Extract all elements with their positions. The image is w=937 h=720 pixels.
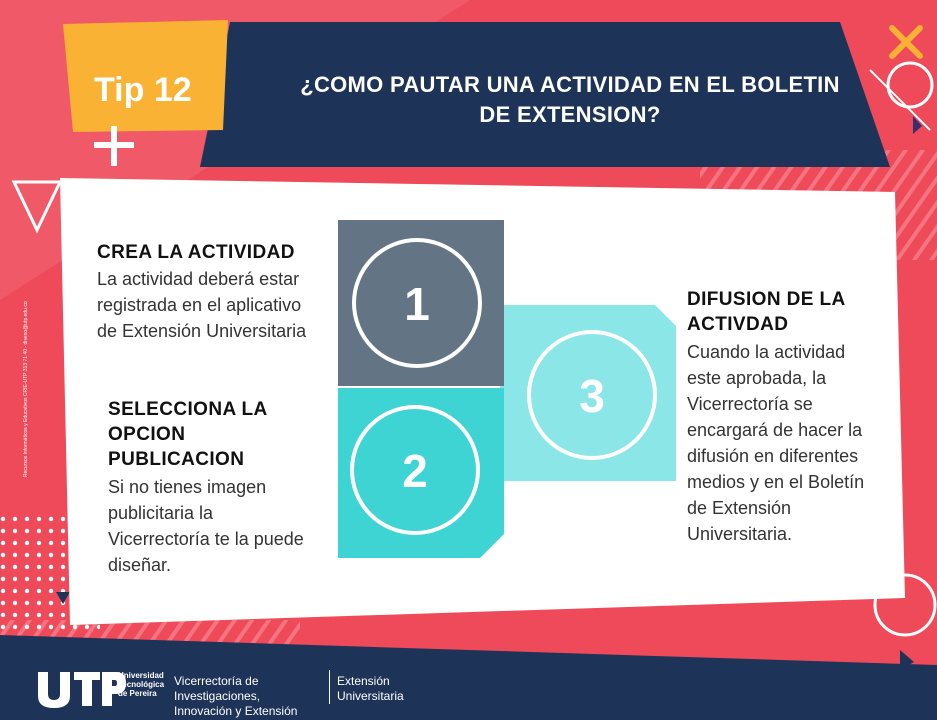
extension-line: Extensión [337, 674, 390, 688]
title-line-1: ¿COMO PAUTAR UNA ACTIVIDAD EN EL BOLETIN [300, 72, 840, 97]
step-3-body [687, 339, 887, 547]
step-1-body-line: de Extensión Universitaria [97, 321, 307, 341]
step-3-heading [687, 287, 887, 337]
university-name-line: de Pereira [118, 689, 157, 698]
step-1-body-line: La actividad deberá estar [97, 269, 300, 289]
utp-logo [36, 670, 126, 708]
step-2-number: 2 [402, 445, 428, 497]
step-3-body-line: Vicerrectoría se [687, 394, 813, 414]
step-3-heading-line: DIFUSION DE LA [687, 289, 846, 310]
step-3-body-line: encargará de hacer la [687, 420, 863, 440]
step-3-body-line: este aprobada, la [687, 368, 827, 388]
step-2-body [108, 474, 333, 578]
vicerrectoria-line: Vicerrectoría de Investigaciones, [174, 674, 261, 703]
step-1-heading: CREA LA ACTIVIDAD [97, 242, 295, 263]
step-1-body [97, 266, 337, 344]
university-name-line: Tecnológica [118, 680, 165, 689]
university-name [118, 671, 178, 698]
step-2-body-line: publicitaria la [108, 503, 214, 523]
extension-label [337, 674, 417, 704]
step-2-body-line: Vicerrectoría te la puede [108, 529, 304, 549]
university-name-line: Universidad [118, 671, 164, 680]
step-3-body-line: de Extensión [687, 498, 792, 518]
step-3-body-line: Universitaria. [687, 524, 793, 544]
step-2-heading-line: OPCION [108, 424, 186, 445]
step-2-body-line: diseñar. [108, 555, 172, 575]
footer-divider [329, 670, 330, 704]
extension-line: Universitaria [337, 689, 404, 703]
step-2-heading [108, 397, 328, 472]
step-3-body-line: Cuando la actividad [687, 342, 846, 362]
step-2-body-line: Si no tienes imagen [108, 477, 267, 497]
step-2-heading-line: SELECCIONA LA [108, 399, 268, 420]
tip-label: Tip 12 [94, 71, 192, 109]
step-3-number: 3 [579, 370, 605, 422]
step-1-number: 1 [404, 278, 430, 330]
vicerrectoria-line: Innovación y Extensión [174, 704, 298, 718]
step-1-body-line: registrada en el aplicativo [97, 295, 302, 315]
step-3-body-line: medios y en el Boletín [687, 472, 865, 492]
step-3-heading-line: ACTIVDAD [687, 314, 789, 335]
vicerrectoria-label [174, 674, 334, 719]
credit-text: Recursos Informáticos y Educativos CRIE-UTP 313 71 40 - diseno@utp.edu.co [23, 301, 29, 477]
step-2-heading-line: PUBLICACION [108, 449, 245, 470]
title-line-2: DE EXTENSION? [479, 102, 661, 127]
step-3-body-line: difusión en diferentes [687, 446, 859, 466]
